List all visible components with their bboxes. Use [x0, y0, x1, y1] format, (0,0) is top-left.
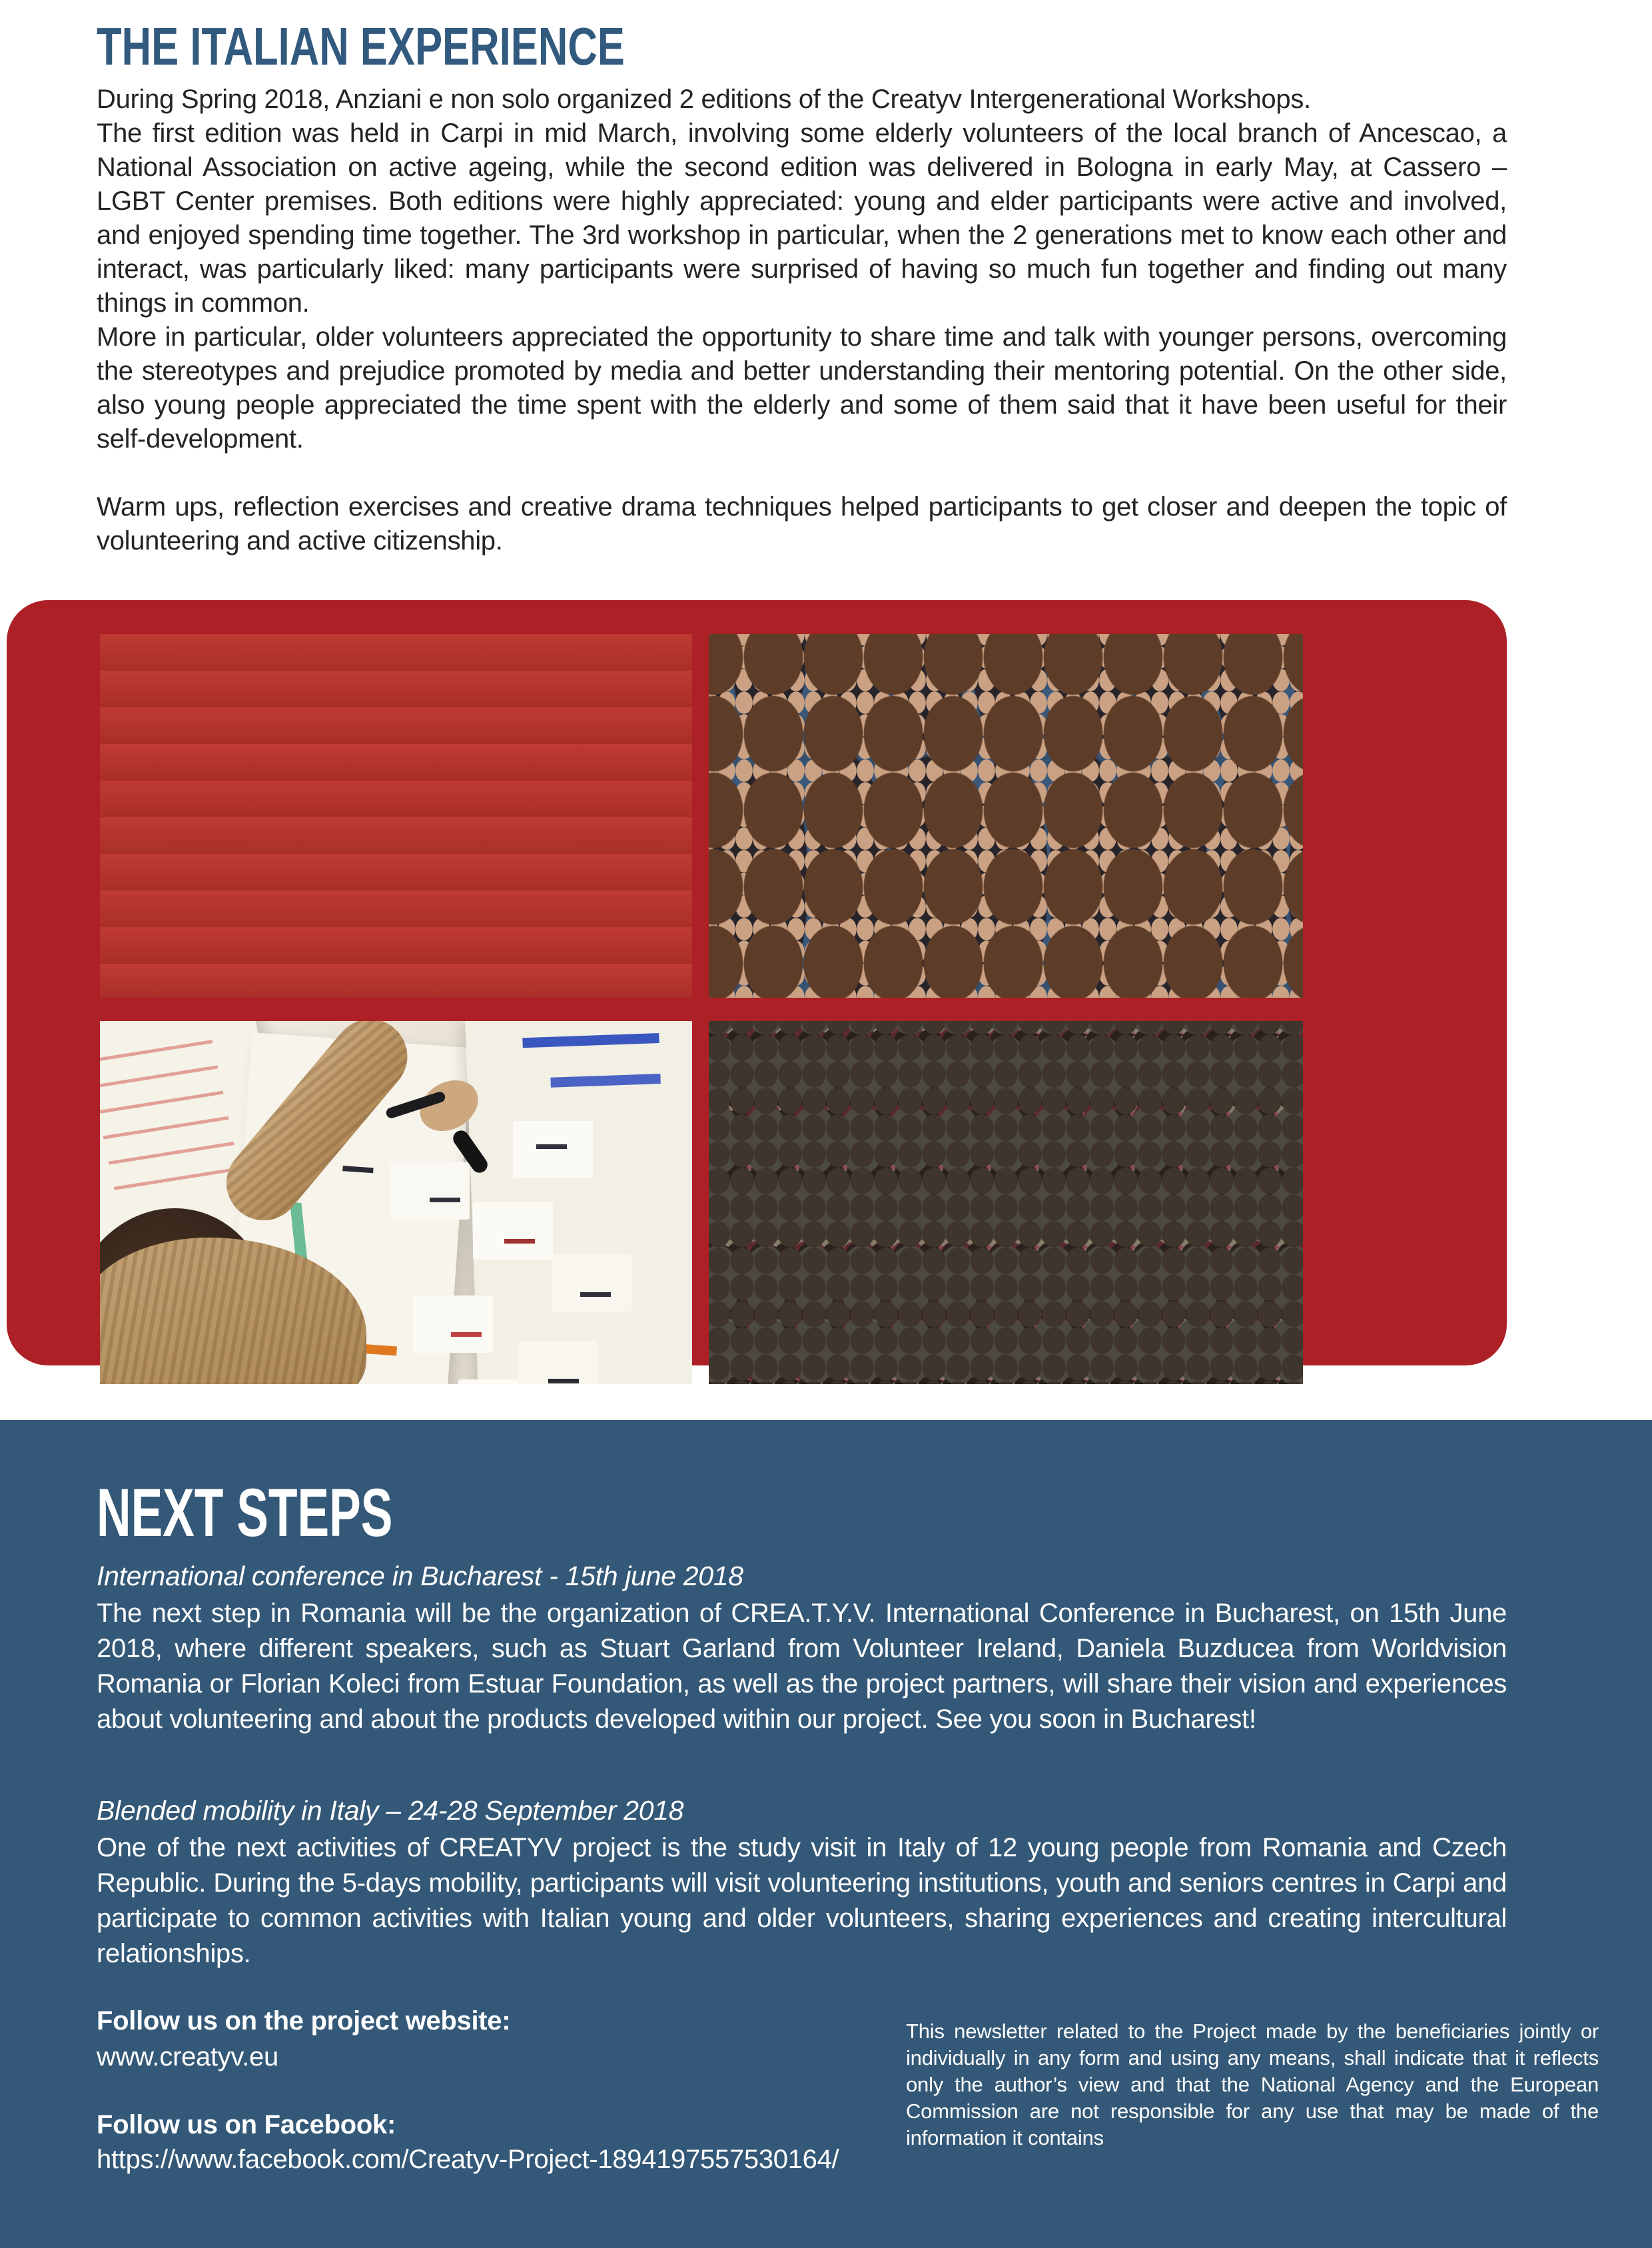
next-steps-section	[0, 1420, 1652, 2248]
photo-seated-circle	[709, 634, 1303, 998]
figures-shape	[709, 634, 1303, 998]
figures-shape	[100, 634, 692, 998]
conference-paragraph: The next step in Romania will be the organization of CREA.T.Y.V. International Conference in Bucharest, on 15th June 2018, where different speakers, such as Stuart Garland from Volunteer Ireland, Daniela Buzducea from Worldvision Romania or Florian Koleci from Estuar Foundation, as well as the project partners, will share their vision and experiences about volunteering and about the products developed within our project. See you soon in Bucharest!	[97, 1599, 1507, 1734]
photo-bologna-circle	[709, 1021, 1303, 1384]
article-paragraph: Warm ups, reflection exercises and creative drama techniques helped participants to get closer and deepen the topic of volunteering and active citizenship.	[97, 492, 1507, 556]
figures-shape	[709, 1021, 1303, 1384]
page-title: THE ITALIAN EXPERIENCE	[97, 17, 625, 76]
photo-carpi-workshop	[100, 634, 692, 998]
paper-sheet-shape	[465, 1021, 692, 1384]
article-paragraph: The first edition was held in Carpi in mid March, involving some elderly volunteers of the local branch of Ancescao, a National Association on active ageing, while the second edition was delivered in Bologna in early May, at Cassero – LGBT Center premises. Both editions were highly appreciated: young and elder participants were active and involved, and enjoyed spending time together. The 3rd workshop in particular, when the 2 generations met to know each other and interact, was particularly liked: many participants were surprised of having so much fun together and finding out many things in common.	[97, 119, 1507, 318]
article-paragraph: More in particular, older volunteers appreciated the opportunity to share time and talk with younger persons, overcoming the stereotypes and prejudice promoted by media and better understanding their mentoring potential. On the other side, also young people appreciated the time spent with the elderly and some of them said that it have been useful for their self-development.	[97, 322, 1507, 454]
photo-common-wall	[100, 1021, 692, 1384]
disclaimer-text: This newsletter related to the Project made by the beneficiaries jointly or individually in any form and using any means, shall indicate that it reflects only the author’s view and that the National Agency and the European Commission are not responsible for any use that may be made of the information it contains	[906, 2020, 1599, 2149]
next-steps-title: NEXT STEPS	[97, 1475, 393, 1551]
conference-heading: International conference in Bucharest - 15th june 2018	[97, 1561, 743, 1591]
website-link[interactable]: www.creatyv.eu	[97, 2042, 278, 2071]
facebook-link[interactable]: https://www.facebook.com/Creatyv-Project-1894197557530164/	[97, 2145, 839, 2174]
mobility-heading: Blended mobility in Italy – 24-28 September 2018	[97, 1795, 684, 1826]
website-label: Follow us on the project website:	[97, 2006, 511, 2036]
handwriting-marks-shape	[536, 1144, 567, 1149]
italian-experience-text	[97, 83, 1507, 558]
paper-notes-shape	[513, 1121, 593, 1178]
facebook-label: Follow us on Facebook:	[97, 2110, 396, 2139]
article-paragraph: During Spring 2018, Anziani e non solo organized 2 editions of the Creatyv Intergenerational Workshops.	[97, 85, 1311, 114]
mobility-paragraph: One of the next activities of CREATYV project is the study visit in Italy of 12 young people from Romania and Czech Republic. During the 5-days mobility, participants will visit volunteering institutions, youth and seniors centres in Carpi and participate to common activities with Italian young and older volunteers, sharing experiences and creating intercultural relationships.	[97, 1833, 1507, 1968]
